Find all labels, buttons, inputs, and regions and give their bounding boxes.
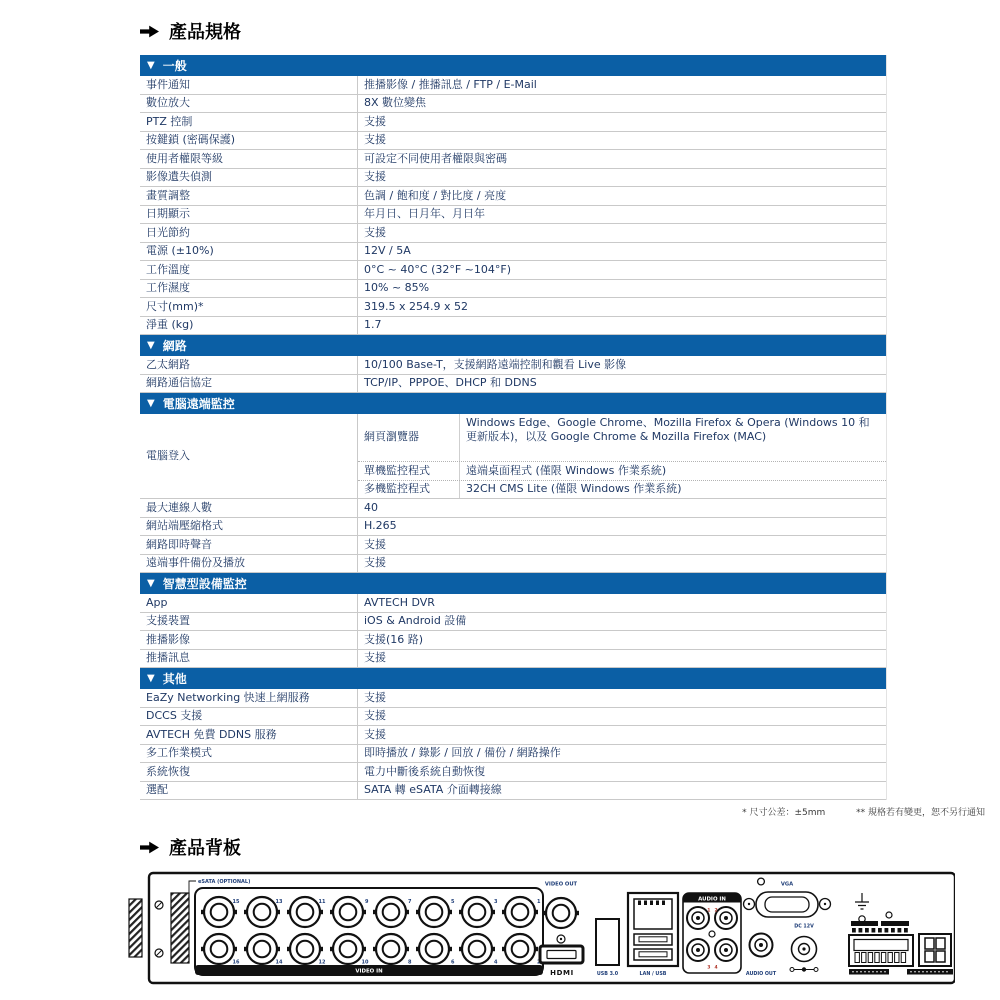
row-value: 支援 (364, 114, 386, 128)
row-label: 工作溫度 (140, 261, 358, 279)
bnc-channel-number: 7 (408, 899, 412, 905)
section-title: 其他 (162, 672, 187, 686)
screw-hole (709, 931, 715, 937)
row-value: 年月日、日月年、月日年 (364, 207, 485, 220)
login-subrow (358, 414, 886, 462)
section-header-other[interactable] (140, 668, 886, 689)
bnc-channel-number: 3 (494, 899, 498, 905)
row-label: 最大連線人數 (140, 499, 358, 517)
row-label: 支援裝置 (140, 613, 358, 631)
row-label: PTZ 控制 (140, 113, 358, 131)
table-row (140, 243, 886, 262)
terminal-pin (898, 928, 902, 933)
row-label: 影像遺失偵測 (140, 169, 358, 187)
row-label: 系統恢復 (140, 763, 358, 781)
table-row (140, 518, 886, 537)
table-row (140, 708, 886, 727)
bnc-channel-number: 5 (451, 899, 455, 905)
bnc-block (195, 888, 543, 975)
terminal-pin (872, 928, 876, 933)
table-row (140, 594, 886, 613)
section-collapse-icon: ▼ (147, 59, 155, 71)
section-header-network[interactable] (140, 335, 886, 356)
table-row (140, 95, 886, 114)
section-title: 智慧型設備監控 (162, 577, 247, 591)
subrow-label: 單機監控程式 (358, 462, 460, 480)
table-row (140, 631, 886, 650)
hdmi-label: HDMI (550, 969, 574, 977)
back-panel-title: 產品背板 (169, 838, 241, 859)
row-value: 支援(16 路) (364, 632, 424, 646)
screw-icon (155, 949, 163, 957)
row-label: 電源 (±10%) (140, 243, 358, 261)
row-value: 色調 / 飽和度 / 對比度 / 亮度 (364, 188, 507, 202)
row-label: EaZy Networking 快速上網服務 (140, 689, 358, 707)
row-value: 支援 (364, 727, 386, 741)
row-value: AVTECH DVR (364, 595, 435, 609)
row-value: 電力中斷後系統自動恢復 (364, 764, 485, 778)
terminal-pin (885, 928, 889, 933)
video-in-label: VIDEO IN (355, 968, 383, 975)
row-value: 即時播放 / 錄影 / 回放 / 備份 / 網路操作 (364, 746, 561, 759)
row-value: 8X 數位變焦 (364, 96, 427, 109)
spec-section-title (140, 18, 986, 44)
terminal-tooth (875, 953, 879, 963)
page-title: 產品規格 (169, 22, 241, 43)
terminal-pin (852, 928, 856, 933)
row-value: H.265 (364, 519, 397, 532)
row-value: 支援 (364, 651, 386, 664)
screw-icon (155, 901, 163, 909)
table-row (140, 689, 886, 708)
row-label: 選配 (140, 782, 358, 800)
chassis-side-bracket (129, 899, 142, 957)
table-row (140, 317, 886, 336)
row-value: 支援 (364, 133, 386, 146)
row-value: iOS & Android 設備 (364, 614, 467, 627)
row-value: 支援 (364, 690, 386, 704)
table-row (140, 187, 886, 206)
bnc-channel-number: 4 (494, 959, 498, 966)
row-label: 工作濕度 (140, 280, 358, 298)
section-header-remote[interactable] (140, 393, 886, 414)
row-value: 支援 (364, 170, 386, 183)
spec-table (140, 55, 887, 800)
table-row (140, 536, 886, 555)
audio-channel-number: 4 (714, 965, 718, 971)
terminal-tooth (855, 953, 859, 963)
subrow-label: 多機監控程式 (358, 481, 460, 499)
row-label: AVTECH 免費 DDNS 服務 (140, 726, 358, 744)
table-row (140, 555, 886, 574)
row-label: 推播訊息 (140, 650, 358, 668)
bnc-channel-number: 14 (275, 959, 283, 966)
row-value: 10% ~ 85% (364, 281, 430, 294)
bnc-channel-number: 12 (318, 959, 326, 966)
table-row (140, 169, 886, 188)
table-row (140, 356, 886, 375)
terminal-pin (891, 928, 895, 933)
row-label: 遠端事件備份及播放 (140, 555, 358, 573)
terminal-pin (865, 928, 869, 933)
lan-usb-block (628, 893, 678, 966)
table-row (140, 150, 886, 169)
audio-channel-number: 3 (707, 965, 711, 971)
esata-expansion-slot (171, 893, 189, 963)
row-value: 支援 (364, 225, 386, 239)
row-label: 畫質調整 (140, 187, 358, 205)
row-label: 日光節約 (140, 224, 358, 242)
table-row (140, 76, 886, 95)
usb3-label: USB 3.0 (596, 972, 619, 977)
terminal-tooth (888, 953, 892, 963)
table-row (140, 261, 886, 280)
bnc-channel-number: 8 (408, 959, 412, 966)
bnc-channel-number: 6 (451, 959, 455, 966)
table-row (140, 499, 886, 518)
video-out-label: VIDEO OUT (544, 881, 578, 888)
row-label: 多工作業模式 (140, 745, 358, 763)
section-collapse-icon: ▼ (147, 339, 155, 351)
table-row (140, 745, 886, 764)
table-row (140, 113, 886, 132)
section-collapse-icon: ▼ (147, 397, 155, 409)
row-label: 網路即時聲音 (140, 536, 358, 554)
terminal-pin (904, 928, 908, 933)
row-value: TCP/IP、PPPOE、DHCP 和 DDNS (364, 376, 537, 389)
audio-out-label: AUDIO OUT (745, 972, 777, 977)
section-title: 網路 (162, 339, 187, 353)
subrow-label: 網頁瀏覽器 (358, 414, 460, 461)
vga-label: VGA (780, 881, 794, 888)
row-label: 使用者權限等級 (140, 150, 358, 168)
row-value: SATA 轉 eSATA 介面轉接線 (364, 783, 502, 796)
arrow-icon (140, 841, 159, 854)
row-label: 電腦登入 (140, 414, 358, 498)
section-collapse-icon: ▼ (147, 577, 155, 589)
table-row (140, 206, 886, 225)
section-header-smart[interactable] (140, 573, 886, 594)
terminal-tooth (901, 953, 905, 963)
spec-page (140, 18, 986, 991)
usb3-port (596, 919, 619, 965)
row-value: 12V / 5A (364, 244, 411, 257)
row-value: 可設定不同使用者權限與密碼 (364, 151, 507, 165)
dc12v-label: DC 12V (794, 924, 814, 930)
terminal-pin (859, 928, 863, 933)
bnc-channel-number: 13 (275, 899, 283, 905)
table-row (140, 375, 886, 394)
bnc-channel-number: 1 (537, 899, 541, 905)
dc12v-jack (792, 937, 817, 962)
audio-channel-number: 2 (714, 908, 718, 914)
row-label: 乙太網路 (140, 356, 358, 374)
row-label: DCCS 支援 (140, 708, 358, 726)
row-label: 網路通信協定 (140, 375, 358, 393)
row-value: 支援 (364, 537, 386, 551)
audio-out-rca (750, 934, 773, 957)
bnc-channel-number: 9 (365, 899, 369, 905)
table-row (140, 650, 886, 669)
screw-hole (758, 878, 765, 885)
row-value: 40 (364, 500, 378, 514)
spec-change-note: ** 規格若有變更，恕不另行通知 (856, 808, 985, 818)
table-row (140, 613, 886, 632)
table-row (140, 726, 886, 745)
row-label: 日期顯示 (140, 206, 358, 224)
rca-connector (687, 939, 709, 961)
row-value: 推播影像 / 推播訊息 / FTP / E-Mail (364, 77, 537, 91)
subrow-value: 32CH CMS Lite (僅限 Windows 作業系統) (466, 482, 682, 495)
row-label: 事件通知 (140, 76, 358, 94)
login-subrow (358, 462, 886, 481)
hdmi-port (540, 946, 583, 963)
row-value: 0°C ~ 40°C (32°F ~104°F) (364, 262, 512, 276)
panel-section-title (140, 834, 986, 860)
row-value: 支援 (364, 556, 386, 569)
login-subrow (358, 481, 886, 499)
table-row (140, 132, 886, 151)
bnc-channel-number: 16 (232, 959, 240, 966)
lan-usb-label: LAN / USB (639, 972, 667, 977)
footnotes (140, 805, 985, 818)
rca-connector (687, 907, 709, 929)
terminal-pin (878, 928, 882, 933)
reset-hole (557, 935, 565, 943)
audio-in-block (683, 893, 741, 973)
audio-channel-number: 1 (707, 908, 711, 914)
audio-in-label: AUDIO IN (698, 896, 726, 903)
row-value: 支援 (364, 709, 386, 722)
section-collapse-icon: ▼ (147, 672, 155, 684)
section-header-general[interactable] (140, 55, 886, 76)
table-row (140, 280, 886, 299)
row-label: App (140, 594, 358, 612)
row-label: 數位放大 (140, 95, 358, 113)
row-label: 網站端壓縮格式 (140, 518, 358, 536)
row-label: 推播影像 (140, 631, 358, 649)
back-panel-diagram (127, 871, 986, 991)
esata-optional-label: eSATA (OPTIONAL) (198, 879, 251, 885)
row-label: 尺寸(mm)* (140, 298, 358, 316)
screw-hole (886, 912, 892, 918)
row-value: 319.5 x 254.9 x 52 (364, 299, 468, 313)
terminal-tooth (868, 953, 872, 963)
table-row (140, 763, 886, 782)
subrow-value: Windows Edge、Google Chrome、Mozilla Firefox & Opera (Windows 10 和更新版本)，以及 Google Chrome & Mozilla Firefox (MAC) (466, 415, 870, 443)
rca-connector (715, 939, 737, 961)
table-row (140, 782, 886, 801)
row-label: 淨重 (kg) (140, 317, 358, 335)
terminal-tooth (881, 953, 885, 963)
section-title: 電腦遠端監控 (162, 397, 235, 411)
bnc-channel-number: 2 (537, 959, 541, 966)
rca-connector (715, 907, 737, 929)
table-row (140, 414, 886, 499)
arrow-icon (140, 25, 159, 38)
terminal-tooth (862, 953, 866, 963)
row-label: 按鍵鎖 (密碼保護) (140, 132, 358, 150)
row-value: 1.7 (364, 318, 382, 331)
subrow-value: 遠端桌面程式 (僅限 Windows 作業系統) (466, 463, 667, 477)
table-row (140, 298, 886, 317)
dimension-tolerance-note: * 尺寸公差：±5mm (742, 808, 826, 818)
bnc-channel-number: 11 (318, 899, 326, 905)
terminal-tooth (895, 953, 899, 963)
login-subtable (358, 414, 886, 498)
section-title: 一般 (162, 59, 187, 73)
bnc-channel-number: 10 (361, 959, 369, 966)
row-value: 10/100 Base-T，支援網路遠端控制和觀看 Live 影像 (364, 357, 627, 371)
table-row (140, 224, 886, 243)
bnc-channel-number: 15 (232, 899, 240, 905)
